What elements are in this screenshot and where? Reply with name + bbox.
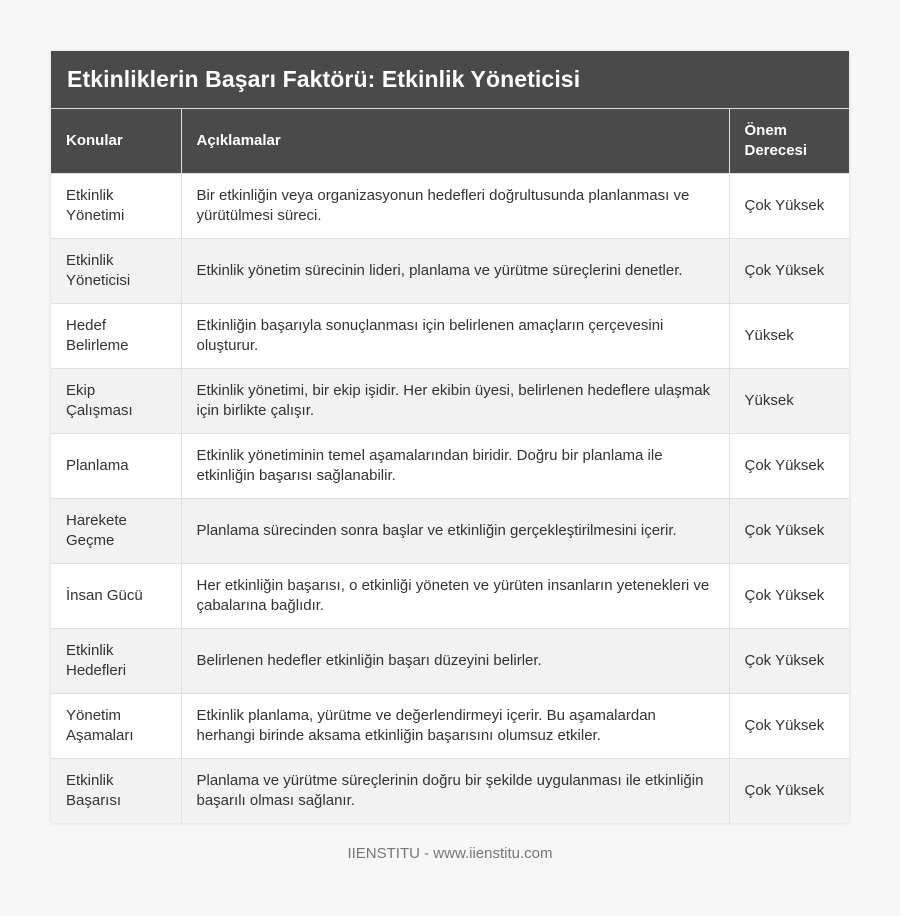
cell-topic: Yönetim Aşamaları <box>51 694 181 759</box>
cell-description: Etkinlik yönetimi, bir ekip işidir. Her ekibin üyesi, belirlenen hedeflere ulaşmak için birlikte çalışır. <box>181 369 729 434</box>
cell-importance: Çok Yüksek <box>729 239 849 304</box>
cell-description: Planlama sürecinden sonra başlar ve etkinliğin gerçekleştirilmesini içerir. <box>181 499 729 564</box>
cell-description: Planlama ve yürütme süreçlerinin doğru bir şekilde uygulanması ile etkinliğin başarılı olması sağlanır. <box>181 759 729 824</box>
table-row <box>51 174 849 239</box>
cell-importance: Çok Yüksek <box>729 564 849 629</box>
cell-topic: Harekete Geçme <box>51 499 181 564</box>
column-header-descriptions: Açıklamalar <box>181 109 729 174</box>
cell-topic: Etkinlik Hedefleri <box>51 629 181 694</box>
table-row <box>51 564 849 629</box>
cell-topic: Ekip Çalışması <box>51 369 181 434</box>
cell-topic: Etkinlik Yöneticisi <box>51 239 181 304</box>
cell-description: Etkinlik yönetim sürecinin lideri, planlama ve yürütme süreçlerini denetler. <box>181 239 729 304</box>
cell-description: Etkinlik planlama, yürütme ve değerlendirmeyi içerir. Bu aşamalardan herhangi birinde aksama etkinliğin başarısını olumsuz etkiler. <box>181 694 729 759</box>
table-row <box>51 304 849 369</box>
cell-importance: Çok Yüksek <box>729 499 849 564</box>
cell-importance: Yüksek <box>729 304 849 369</box>
table-row <box>51 759 849 824</box>
table-row <box>51 369 849 434</box>
cell-description: Etkinliğin başarıyla sonuçlanması için belirlenen amaçların çerçevesini oluşturur. <box>181 304 729 369</box>
cell-description: Belirlenen hedefler etkinliğin başarı düzeyini belirler. <box>181 629 729 694</box>
cell-description: Her etkinliğin başarısı, o etkinliği yöneten ve yürüten insanların yetenekleri ve çabalarına bağlıdır. <box>181 564 729 629</box>
table-card <box>51 51 849 823</box>
table-row <box>51 499 849 564</box>
cell-topic: Hedef Belirleme <box>51 304 181 369</box>
column-header-importance: Önem Derecesi <box>729 109 849 174</box>
cell-topic: Etkinlik Başarısı <box>51 759 181 824</box>
table-title: Etkinliklerin Başarı Faktörü: Etkinlik Yöneticisi <box>51 51 849 109</box>
cell-importance: Yüksek <box>729 369 849 434</box>
cell-importance: Çok Yüksek <box>729 694 849 759</box>
table-row <box>51 434 849 499</box>
cell-topic: Planlama <box>51 434 181 499</box>
footer-credit: IIENSTITU - www.iienstitu.com <box>347 845 553 862</box>
table-row <box>51 694 849 759</box>
cell-importance: Çok Yüksek <box>729 629 849 694</box>
table-row <box>51 239 849 304</box>
cell-importance: Çok Yüksek <box>729 759 849 824</box>
cell-topic: Etkinlik Yönetimi <box>51 174 181 239</box>
cell-description: Etkinlik yönetiminin temel aşamalarından biridir. Doğru bir planlama ile etkinliğin başarısı sağlanabilir. <box>181 434 729 499</box>
data-table <box>51 109 849 823</box>
cell-topic: İnsan Gücü <box>51 564 181 629</box>
header-row <box>51 109 849 174</box>
column-header-topics: Konular <box>51 109 181 174</box>
cell-description: Bir etkinliğin veya organizasyonun hedefleri doğrultusunda planlanması ve yürütülmesi süreci. <box>181 174 729 239</box>
cell-importance: Çok Yüksek <box>729 174 849 239</box>
table-row <box>51 629 849 694</box>
cell-importance: Çok Yüksek <box>729 434 849 499</box>
